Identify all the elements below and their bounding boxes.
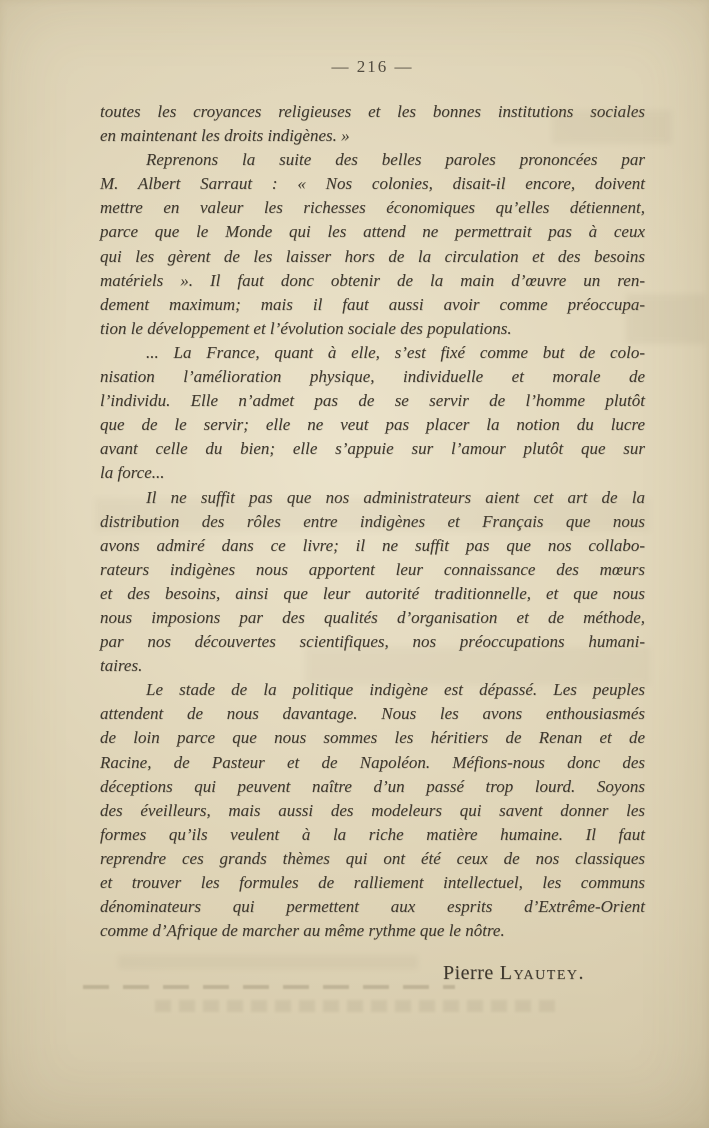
text-line: taires. [100,656,143,676]
text-line: des éveilleurs, mais aussi des modeleurs qui savent donner les [100,800,645,820]
page-text [100,100,645,943]
text-line: toutes les croyances religieuses et les bonnes institutions sociales [100,102,645,121]
scan-smudge-line [83,985,455,989]
author-first-name: Pierre [443,962,494,984]
page-bottom-shading [0,1040,709,1128]
text-line: tion le développement et l’évolution sociale des populations. [100,318,512,338]
show-through-artifact [118,955,418,969]
text-line: et trouver les formules de ralliement intellectuel, les communs [100,873,645,892]
text-line: dénominateurs qui permettent aux esprits d’Extrême-Orient [100,897,645,917]
author-last-name: Lyautey. [499,962,585,984]
text-line: Racine, de Pasteur et de Napoléon. Méfions-nous donc des [100,752,645,772]
paragraph [100,678,645,943]
text-line: en maintenant les droits indigènes. » [100,126,350,146]
page-number: — 216 — [331,57,414,76]
text-line: que de le servir; elle ne veut pas placer la notion du lucre [100,415,645,435]
paragraph [100,486,645,679]
text-line: formes qu’ils veulent à la riche matière humaine. Il faut [100,824,645,844]
author-signature [443,962,585,985]
text-line: avons admiré dans ce livre; il ne suffit pas que nos collabo- [100,535,645,555]
text-line: et des besoins, ainsi que leur autorité traditionnelle, et que nous [100,583,645,603]
text-line: attendent de nous davantage. Nous les avons enthousiasmés [100,704,645,724]
text-line: matériels ». Il faut donc obtenir de la main d’œuvre un ren- [100,270,645,290]
paragraph [100,100,645,148]
text-line: ... La France, quant à elle, s’est fixé comme but de colo- [146,342,645,362]
text-line: mettre en valeur les richesses économiques qu’elles détiennent, [100,198,645,218]
text-line: parce que le Monde qui les attend ne permettrait pas à ceux [100,222,645,242]
text-line: dement maximum; mais il faut aussi avoir comme préoccupa- [100,294,645,314]
text-line: M. Albert Sarraut : « Nos colonies, disait-il encore, doivent [100,174,645,194]
text-line: l’individu. Elle n’admet pas de se servir de l’homme plutôt [100,391,645,411]
text-line: avant celle du bien; elle s’appuie sur l’amour plutôt que sur [100,439,645,459]
text-line: Reprenons la suite des belles paroles prononcées par [146,150,645,170]
paragraph [100,341,645,486]
text-line: déceptions qui peuvent naître d’un passé trop lourd. Soyons [100,776,645,796]
text-line: reprendre ces grands thèmes qui ont été ceux de nos classiques [100,848,645,868]
text-line: de loin parce que nous sommes les héritiers de Renan et de [100,728,645,748]
text-line: par nos découvertes scientifiques, nos préoccupations humani- [100,632,645,652]
text-line: nous imposions par des qualités d’organisation et de méthode, [100,607,645,627]
show-through-artifact [155,1000,560,1012]
text-line: comme d’Afrique de marcher au même rythme que le nôtre. [100,921,505,941]
text-line: Il ne suffit pas que nos administrateurs aient cet art de la [146,487,645,507]
text-line: rateurs indigènes nous apportent leur connaissance des mœurs [100,559,645,579]
text-line: distribution des rôles entre indigènes et Français que nous [100,511,645,531]
text-line: qui les gèrent de les laisser hors de la circulation et des besoins [100,246,645,266]
text-line: nisation l’amélioration physique, individuelle et morale de [100,367,645,387]
text-line: Le stade de la politique indigène est dépassé. Les peuples [146,680,645,700]
text-line: la force... [100,463,165,483]
paragraph [100,148,645,341]
